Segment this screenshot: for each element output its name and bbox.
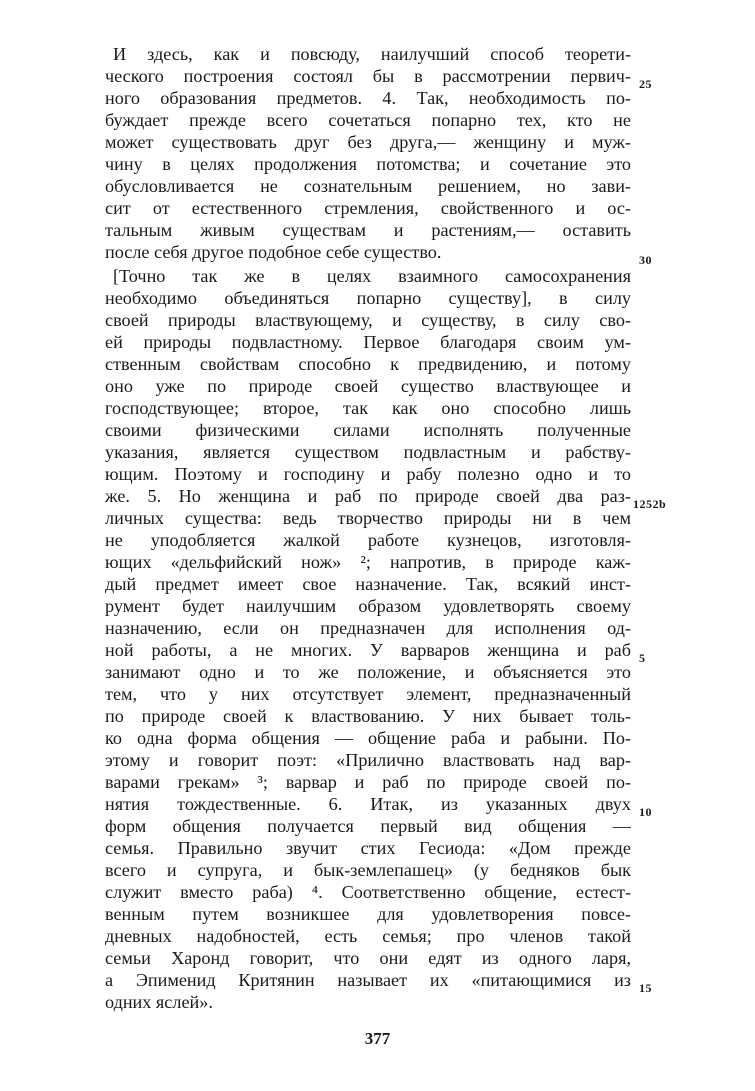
text-line: назначению, если он предназначен для исполнения од- (105, 618, 631, 638)
text-line: ственным свойствам способно к предвидению, и потому (105, 354, 631, 374)
text-line: ной работы, а не многих. У варваров женщина и раб (105, 640, 631, 660)
text-line: И здесь, как и повсюду, наилучший способ теорети- (113, 44, 631, 64)
text-line: тальным живым существам и растениям,— оставить (105, 220, 631, 240)
text-line: по природе своей к властвованию. У них бывает толь- (105, 706, 631, 726)
text-line: тем, что у них отсутствует элемент, предназначенный (105, 684, 631, 704)
margin-line-number: 25 (639, 77, 652, 91)
text-line: этому и говорит поэт: «Прилично властвовать над вар- (105, 750, 631, 770)
text-line: указания, является существом подвластным и рабству- (105, 442, 631, 462)
text-line: своими физическими силами исполнять полученные (105, 420, 631, 440)
text-line: оно уже по природе своей существо властвующее и (105, 376, 631, 396)
text-line: господствующее; второе, так как оно способно лишь (105, 398, 631, 418)
text-line: ей природы подвластному. Первое благодаря своим ум- (105, 332, 631, 352)
text-line: ющим. Поэтому и господину и рабу полезно одно и то (105, 464, 631, 484)
text-line: одних яслей». (105, 992, 213, 1012)
text-line: буждает прежде всего сочетаться попарно тех, кто не (105, 110, 631, 130)
text-line: [Точно так же в целях взаимного самосохранения (113, 266, 631, 286)
text-line: румент будет наилучшим образом удовлетворять своему (105, 596, 631, 616)
text-line: после себя другое подобное себе существо. (105, 242, 442, 262)
text-line: форм общения получается первый вид общения — (105, 816, 631, 836)
text-line: служит вместо раба) ⁴. Соответственно общение, естест- (105, 882, 631, 902)
text-line: обусловливается не сознательным решением, но зави- (105, 176, 631, 196)
text-line: семья. Правильно звучит стих Гесиода: «Дом прежде (105, 838, 631, 858)
text-line: нятия тождественные. 6. Итак, из указанных двух (105, 794, 631, 814)
text-line: ющих «дельфийский нож» ²; напротив, в природе каж- (105, 552, 631, 572)
margin-line-number: 15 (639, 981, 652, 995)
text-line: а Эпименид Критянин называет их «питающимися из (105, 970, 631, 990)
margin-line-number: 30 (639, 253, 652, 267)
margin-line-number: 5 (639, 651, 646, 665)
text-line: же. 5. Но женщина и раб по природе своей два раз- (105, 486, 631, 506)
text-line: семьи Харонд говорит, что они едят из одного ларя, (105, 948, 631, 968)
text-line: ческого построения состоял бы в рассмотрении первич- (105, 66, 631, 86)
margin-bekker-number: 1252b (633, 497, 667, 511)
text-line: может существовать друг без друга,— женщину и муж- (105, 132, 631, 152)
text-line: необходимо объединяться попарно существу], в силу (105, 288, 631, 308)
margin-line-number: 10 (639, 805, 652, 819)
text-line: не уподобляется жалкой работе кузнецов, изготовля- (105, 530, 631, 550)
text-line: варами грекам» ³; варвар и раб по природе своей по- (105, 772, 631, 792)
page-number: 377 (364, 1029, 391, 1048)
text-line: ного образования предметов. 4. Так, необходимость по- (105, 88, 631, 108)
text-line: венным путем возникшее для удовлетворения повсе- (105, 904, 631, 924)
text-line: сит от естественного стремления, свойственного и ос- (105, 198, 631, 218)
text-line: чину в целях продолжения потомства; и сочетание это (105, 154, 631, 174)
text-line: ко одна форма общения — общение раба и рабыни. По- (105, 728, 631, 748)
text-line: своей природы властвующему, и существу, в силу сво- (105, 310, 631, 330)
text-line: дневных надобностей, есть семья; про членов такой (105, 926, 631, 946)
text-line: всего и супруга, и бык-землепашец» (у бедняков бык (105, 860, 631, 880)
text-line: занимают одно и то же положение, и объясняется это (105, 662, 631, 682)
text-line: дый предмет имеет свое назначение. Так, всякий инст- (105, 574, 631, 594)
text-line: личных существа: ведь творчество природы ни в чем (105, 508, 631, 528)
